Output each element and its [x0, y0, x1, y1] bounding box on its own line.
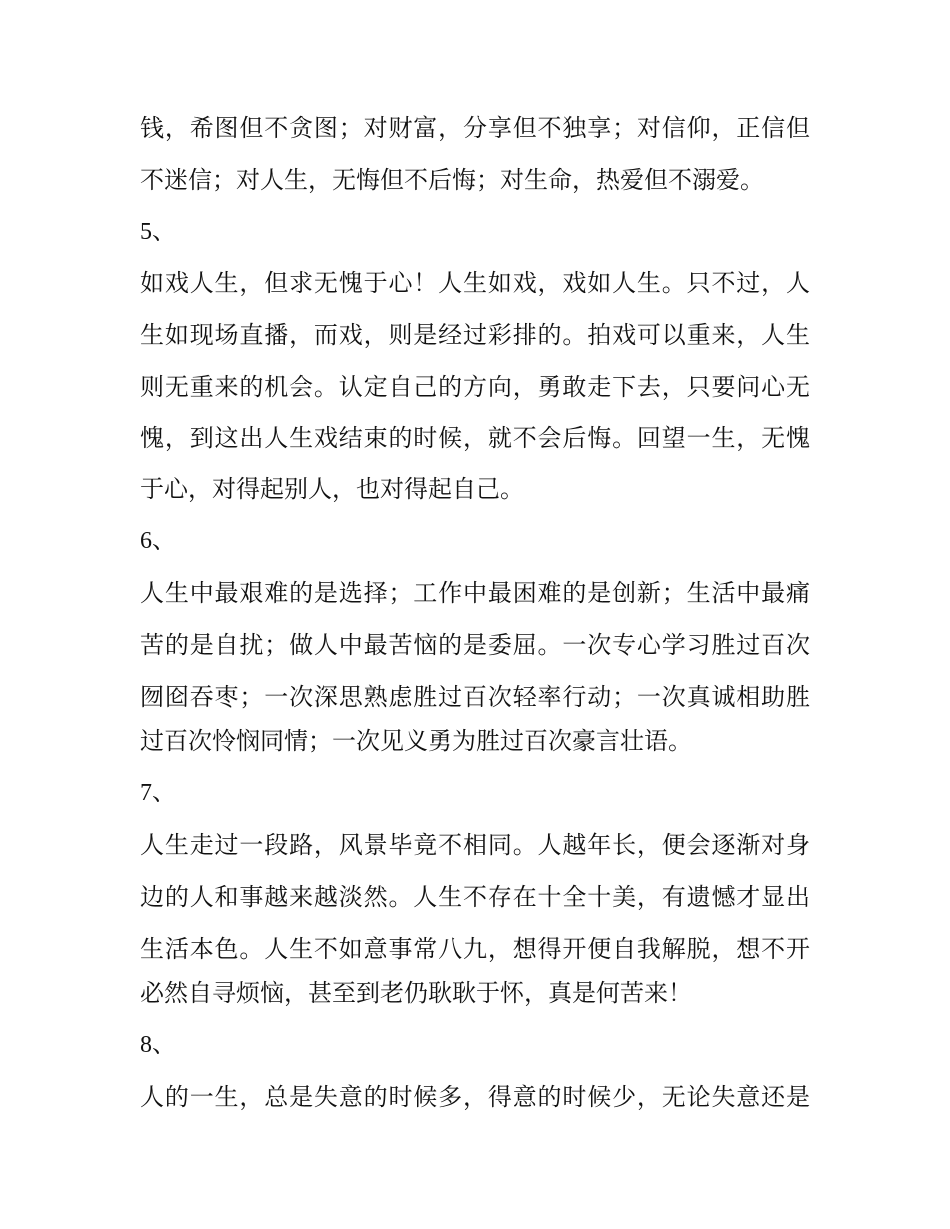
section-number: 8、	[140, 1032, 176, 1058]
paragraph-line: 人的一生，总是失意的时候多，得意的时候少，无论失意还是	[140, 1083, 810, 1111]
paragraph-line: 人生中最艰难的是选择；工作中最困难的是创新；生活中最痛	[140, 579, 810, 607]
paragraph-line: 不迷信；对人生，无悔但不后悔；对生命，热爱但不溺爱。	[140, 166, 764, 194]
paragraph-line: 则无重来的机会。认定自己的方向，勇敢走下去，只要问心无	[140, 373, 810, 401]
section-number: 5、	[140, 219, 176, 245]
section-number: 6、	[140, 528, 176, 554]
paragraph-line: 生活本色。人生不如意事常八九，想得开便自我解脱，想不开	[140, 935, 810, 963]
paragraph-line: 于心，对得起别人，也对得起自己。	[140, 475, 524, 503]
paragraph-line: 愧，到这出人生戏结束的时候，就不会后悔。回望一生，无愧	[140, 424, 810, 452]
paragraph-line: 苦的是自扰；做人中最苦恼的是委屈。一次专心学习胜过百次	[140, 631, 810, 659]
paragraph-line: 边的人和事越来越淡然。人生不存在十全十美，有遗憾才显出	[140, 883, 810, 911]
paragraph-line: 生如现场直播，而戏，则是经过彩排的。拍戏可以重来，人生	[140, 321, 810, 349]
paragraph-line: 如戏人生，但求无愧于心！人生如戏，戏如人生。只不过，人	[140, 269, 810, 297]
paragraph-line: 钱，希图但不贪图；对财富，分享但不独享；对信仰，正信但	[140, 114, 810, 142]
paragraph-line: 必然自寻烦恼，甚至到老仍耿耿于怀，真是何苦来！	[140, 979, 692, 1007]
section-number: 7、	[140, 780, 176, 806]
paragraph-line: 人生走过一段路，风景毕竟不相同。人越年长，便会逐渐对身	[140, 831, 810, 859]
paragraph-line: 过百次怜悯同情；一次见义勇为胜过百次豪言壮语。	[140, 727, 692, 755]
paragraph-line: 囫囵吞枣；一次深思熟虑胜过百次轻率行动；一次真诚相助胜	[140, 683, 810, 711]
